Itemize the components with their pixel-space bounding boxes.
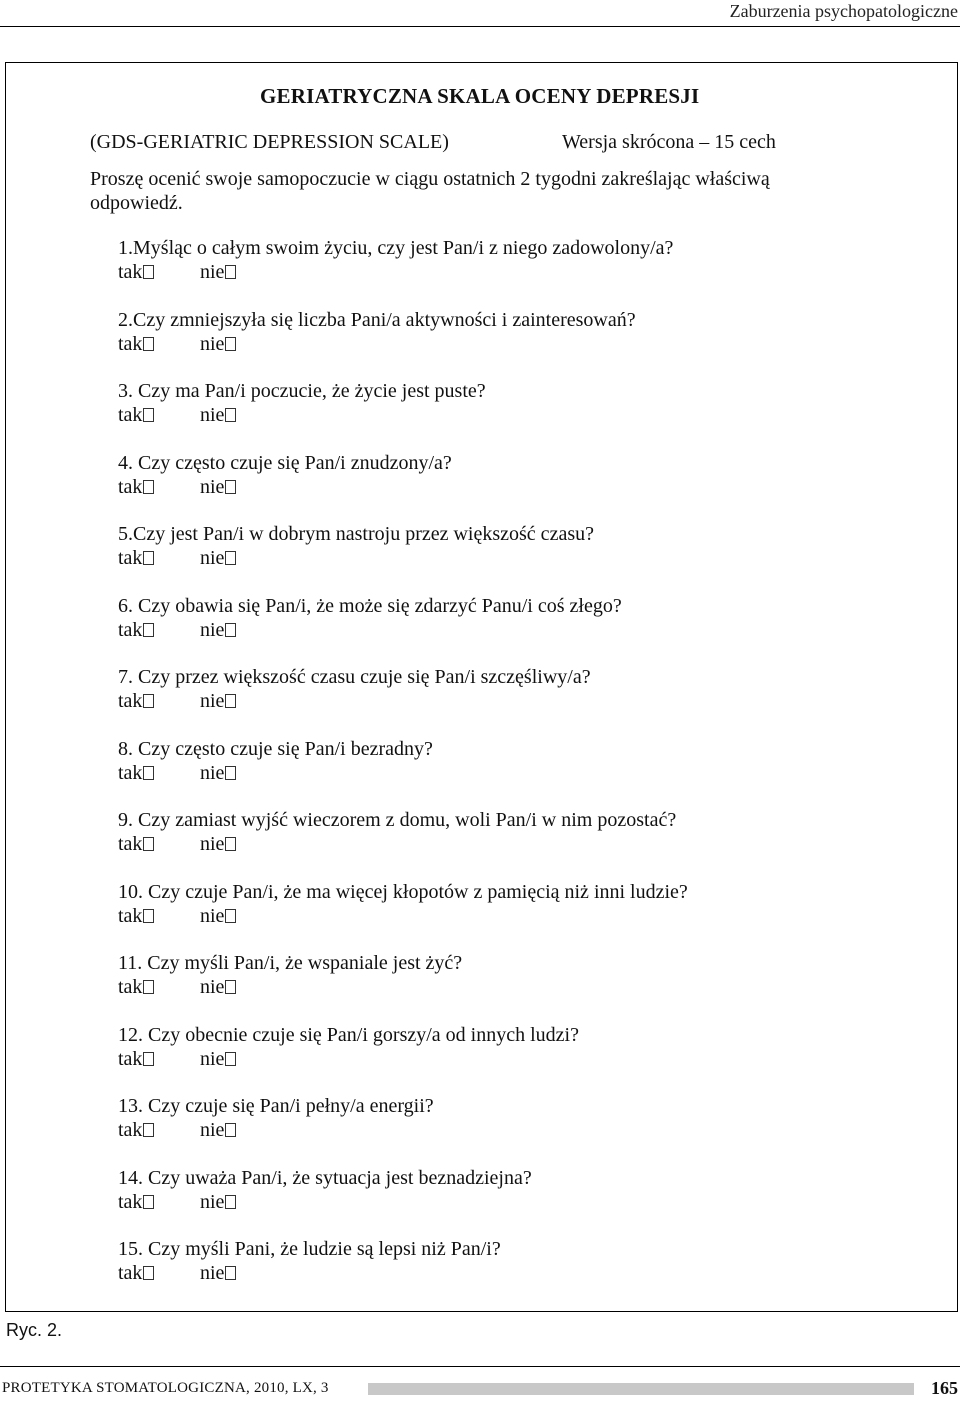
answer-options	[118, 546, 938, 570]
answer-options	[118, 618, 938, 642]
question-item	[118, 808, 938, 880]
checkbox-icon[interactable]	[225, 1266, 236, 1280]
question-text: 6. Czy obawia się Pan/i, że może się zdarzyć Panu/i coś złego?	[118, 594, 622, 617]
running-title: Zaburzenia psychopatologiczne	[729, 1, 958, 21]
checkbox-icon[interactable]	[143, 551, 154, 565]
answer-options	[118, 832, 938, 856]
answer-yes[interactable]: tak	[118, 689, 200, 713]
question-text: 3. Czy ma Pan/i poczucie, że życie jest puste?	[118, 380, 486, 402]
question-item	[118, 951, 938, 1023]
footer-bar	[368, 1383, 914, 1395]
answer-no[interactable]: nie	[200, 975, 236, 999]
figure-label: Ryc. 2.	[6, 1320, 63, 1340]
checkbox-icon[interactable]	[225, 694, 236, 708]
answer-yes[interactable]: tak	[118, 260, 200, 284]
form-instruction: Proszę ocenić swoje samopoczucie w ciągu ostatnich 2 tygodni zakreślając właściwą odpowiedź.	[90, 168, 770, 214]
question-item	[118, 1166, 938, 1238]
question-item	[118, 236, 938, 308]
question-item	[118, 594, 938, 666]
answer-yes[interactable]: tak	[118, 1047, 200, 1071]
running-header	[0, 0, 960, 27]
checkbox-icon[interactable]	[225, 837, 236, 851]
checkbox-icon[interactable]	[225, 337, 236, 351]
checkbox-icon[interactable]	[225, 480, 236, 494]
answer-yes[interactable]: tak	[118, 618, 200, 642]
answer-options	[118, 475, 938, 499]
answer-no[interactable]: nie	[200, 832, 236, 856]
question-item	[118, 1094, 938, 1166]
question-item	[118, 737, 938, 809]
form-title: GERIATRYCZNA SKALA OCENY DEPRESJI	[260, 84, 700, 108]
question-text: 4. Czy często czuje się Pan/i znudzony/a?	[118, 451, 452, 474]
answer-no[interactable]: nie	[200, 689, 236, 713]
question-text: 13. Czy czuje się Pan/i pełny/a energii?	[118, 1095, 434, 1117]
question-text: 2.Czy zmniejszyła się liczba Pani/a aktywności i zainteresowań?	[118, 308, 636, 331]
question-item	[118, 880, 938, 952]
checkbox-icon[interactable]	[143, 1052, 154, 1066]
checkbox-icon[interactable]	[143, 694, 154, 708]
checkbox-icon[interactable]	[225, 1195, 236, 1209]
checkbox-icon[interactable]	[143, 337, 154, 351]
answer-yes[interactable]: tak	[118, 403, 200, 427]
checkbox-icon[interactable]	[225, 551, 236, 565]
answer-options	[118, 975, 938, 999]
checkbox-icon[interactable]	[143, 837, 154, 851]
answer-yes[interactable]: tak	[118, 1118, 200, 1142]
answer-yes[interactable]: tak	[118, 546, 200, 570]
checkbox-icon[interactable]	[143, 1266, 154, 1280]
question-text: 8. Czy często czuje się Pan/i bezradny?	[118, 737, 433, 760]
answer-options	[118, 904, 938, 928]
answer-options	[118, 761, 938, 785]
form-version: Wersja skrócona – 15 cech	[562, 131, 776, 153]
answer-yes[interactable]: tak	[118, 1261, 200, 1285]
question-text: 9. Czy zamiast wyjść wieczorem z domu, woli Pan/i w nim pozostać?	[118, 809, 677, 831]
answer-no[interactable]: nie	[200, 1118, 236, 1142]
checkbox-icon[interactable]	[225, 408, 236, 422]
checkbox-icon[interactable]	[225, 623, 236, 637]
question-item	[118, 522, 938, 594]
answer-no[interactable]: nie	[200, 618, 236, 642]
answer-no[interactable]: nie	[200, 761, 236, 785]
question-text: 1.Myśląc o całym swoim życiu, czy jest Pan/i z niego zadowolony/a?	[118, 237, 674, 259]
answer-options	[118, 260, 938, 284]
answer-no[interactable]: nie	[200, 403, 236, 427]
question-item	[118, 665, 938, 737]
form-subtitle: (GDS-GERIATRIC DEPRESSION SCALE)	[90, 131, 449, 153]
question-text: 10. Czy czuje Pan/i, że ma więcej kłopotów z pamięcią niż inni ludzie?	[118, 880, 688, 903]
answer-no[interactable]: nie	[200, 1190, 236, 1214]
question-item	[118, 379, 938, 451]
answer-yes[interactable]: tak	[118, 904, 200, 928]
answer-yes[interactable]: tak	[118, 832, 200, 856]
checkbox-icon[interactable]	[143, 408, 154, 422]
checkbox-icon[interactable]	[143, 1195, 154, 1209]
question-list	[118, 236, 938, 1309]
checkbox-icon[interactable]	[225, 909, 236, 923]
question-item	[118, 451, 938, 523]
answer-options	[118, 1047, 938, 1071]
journal-citation: PROTETYKA STOMATOLOGICZNA, 2010, LX, 3	[2, 1380, 329, 1396]
answer-no[interactable]: nie	[200, 260, 236, 284]
answer-no[interactable]: nie	[200, 1261, 236, 1285]
question-item	[118, 308, 938, 380]
checkbox-icon[interactable]	[225, 766, 236, 780]
answer-yes[interactable]: tak	[118, 1190, 200, 1214]
answer-options	[118, 332, 938, 356]
checkbox-icon[interactable]	[225, 980, 236, 994]
question-text: 14. Czy uważa Pan/i, że sytuacja jest beznadziejna?	[118, 1166, 532, 1189]
answer-options	[118, 1118, 938, 1142]
answer-options	[118, 1190, 938, 1214]
answer-no[interactable]: nie	[200, 546, 236, 570]
answer-yes[interactable]: tak	[118, 332, 200, 356]
answer-no[interactable]: nie	[200, 1047, 236, 1071]
checkbox-icon[interactable]	[143, 480, 154, 494]
checkbox-icon[interactable]	[143, 909, 154, 923]
checkbox-icon[interactable]	[225, 1052, 236, 1066]
checkbox-icon[interactable]	[143, 265, 154, 279]
question-item	[118, 1023, 938, 1095]
checkbox-icon[interactable]	[143, 1123, 154, 1137]
checkbox-icon[interactable]	[143, 980, 154, 994]
checkbox-icon[interactable]	[225, 1123, 236, 1137]
answer-yes[interactable]: tak	[118, 475, 200, 499]
checkbox-icon[interactable]	[143, 623, 154, 637]
page-number: 165	[931, 1378, 958, 1398]
answer-options	[118, 689, 938, 713]
answer-no[interactable]: nie	[200, 475, 236, 499]
checkbox-icon[interactable]	[225, 265, 236, 279]
answer-options	[118, 1261, 938, 1285]
answer-yes[interactable]: tak	[118, 975, 200, 999]
question-text: 5.Czy jest Pan/i w dobrym nastroju przez większość czasu?	[118, 523, 594, 545]
question-text: 15. Czy myśli Pani, że ludzie są lepsi niż Pan/i?	[118, 1238, 501, 1260]
answer-yes[interactable]: tak	[118, 761, 200, 785]
question-item	[118, 1237, 938, 1309]
answer-options	[118, 403, 938, 427]
answer-no[interactable]: nie	[200, 332, 236, 356]
question-text: 7. Czy przez większość czasu czuje się Pan/i szczęśliwy/a?	[118, 666, 591, 688]
checkbox-icon[interactable]	[143, 766, 154, 780]
footer-divider	[0, 1366, 960, 1367]
answer-no[interactable]: nie	[200, 904, 236, 928]
question-text: 11. Czy myśli Pan/i, że wspaniale jest żyć?	[118, 952, 463, 974]
question-text: 12. Czy obecnie czuje się Pan/i gorszy/a od innych ludzi?	[118, 1023, 579, 1046]
